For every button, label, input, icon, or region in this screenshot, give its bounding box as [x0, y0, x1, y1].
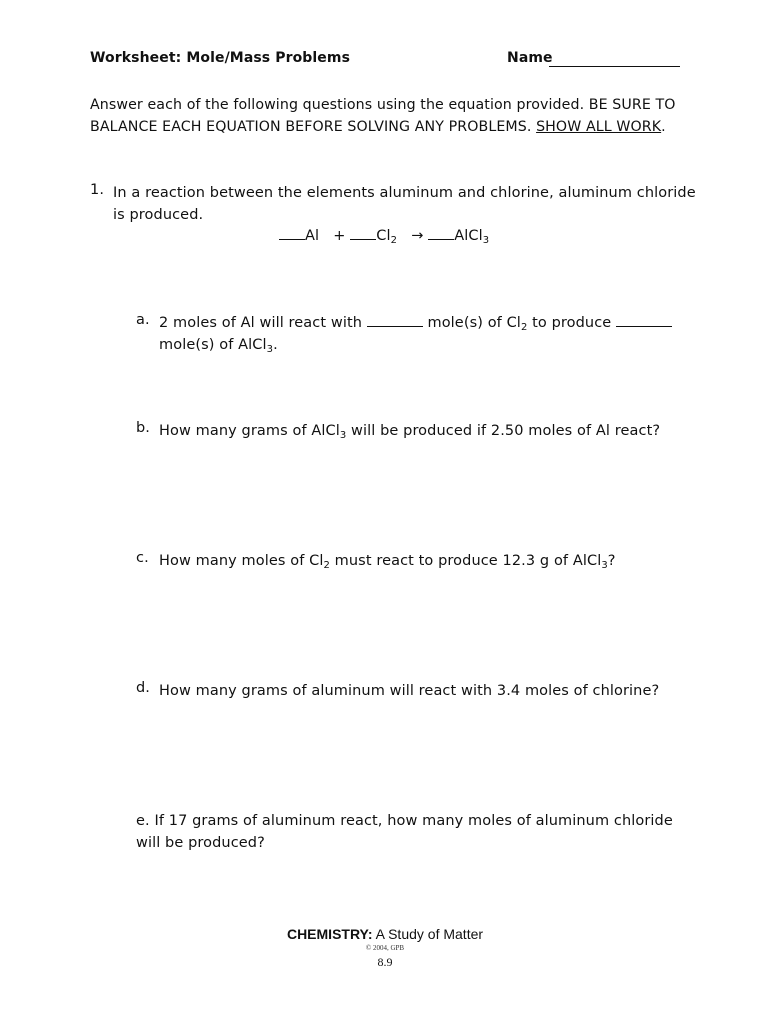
name-field[interactable] [549, 50, 680, 67]
name-label: Name [507, 50, 553, 66]
part-a-subscript-2: 3 [266, 344, 274, 355]
part-b-subscript: 3 [339, 430, 347, 441]
part-a-subscript-1: 2 [520, 322, 528, 333]
coefficient-blank-cl2[interactable] [350, 227, 376, 240]
instructions-end: . [661, 119, 666, 135]
part-a-text [159, 312, 699, 356]
footer-brand [0, 926, 770, 942]
part-e-letter: e. [136, 813, 150, 829]
footer-brand-rest: A Study of Matter [375, 926, 484, 942]
part-a-text-2: mole(s) of Cl [427, 315, 521, 331]
chemical-equation [279, 227, 489, 244]
plus-sign: + [333, 228, 346, 244]
instructions [90, 94, 690, 138]
product-alcl: AlCl [454, 228, 483, 244]
part-c-letter: c. [136, 550, 149, 566]
part-d-letter: d. [136, 680, 151, 696]
coefficient-blank-alcl3[interactable] [428, 227, 454, 240]
part-a-text-1: 2 moles of Al will react with [159, 315, 363, 331]
part-c-text-3: ? [607, 553, 616, 569]
part-c-text-2: must react to produce 12.3 g of AlCl [334, 553, 602, 569]
part-b-text-2: will be produced if 2.50 moles of Al react? [351, 423, 661, 439]
question-text: In a reaction between the elements aluminum and chlorine, aluminum chloride is produced. [113, 185, 696, 223]
part-a-blank-cl2[interactable] [367, 314, 423, 327]
instructions-text: Answer each of the following questions using the equation provided. BE SURE TO BALANCE EACH EQUATION BEFORE SOLVING ANY PROBLEMS. [90, 97, 676, 135]
part-a-letter: a. [136, 312, 150, 328]
reaction-arrow-icon: → [411, 228, 424, 244]
part-c-text-1: How many moles of Cl [159, 553, 324, 569]
part-d-text: How many grams of aluminum will react with 3.4 moles of chlorine? [159, 683, 660, 699]
reactant-cl-subscript: 2 [390, 235, 398, 246]
footer-brand-bold: CHEMISTRY: [286, 926, 373, 942]
page-number: 8.9 [377, 955, 393, 969]
part-c-subscript-1: 2 [323, 560, 330, 571]
part-c-subscript-2: 3 [601, 560, 608, 571]
reactant-al: Al [305, 228, 320, 244]
product-subscript: 3 [482, 235, 490, 246]
instructions-emphasis: SHOW ALL WORK [536, 119, 662, 135]
part-e [136, 810, 696, 854]
question-number: 1. [90, 182, 105, 198]
part-a-text-3: to produce [532, 315, 612, 331]
worksheet-title: Worksheet: Mole/Mass Problems [90, 50, 351, 66]
part-b-text-1: How many grams of AlCl [159, 423, 340, 439]
part-c-text [159, 550, 699, 572]
part-e-text: If 17 grams of aluminum react, how many moles of aluminum chloride will be produced? [136, 813, 673, 851]
part-a-text-5: . [273, 337, 278, 353]
footer-copyright: © 2004, GPB [365, 944, 405, 952]
part-a-text-4: mole(s) of AlCl [159, 337, 267, 353]
coefficient-blank-al[interactable] [279, 227, 305, 240]
part-b-letter: b. [136, 420, 151, 436]
part-b-text [159, 420, 699, 442]
part-a-blank-alcl3[interactable] [616, 314, 672, 327]
reactant-cl: Cl [376, 228, 391, 244]
